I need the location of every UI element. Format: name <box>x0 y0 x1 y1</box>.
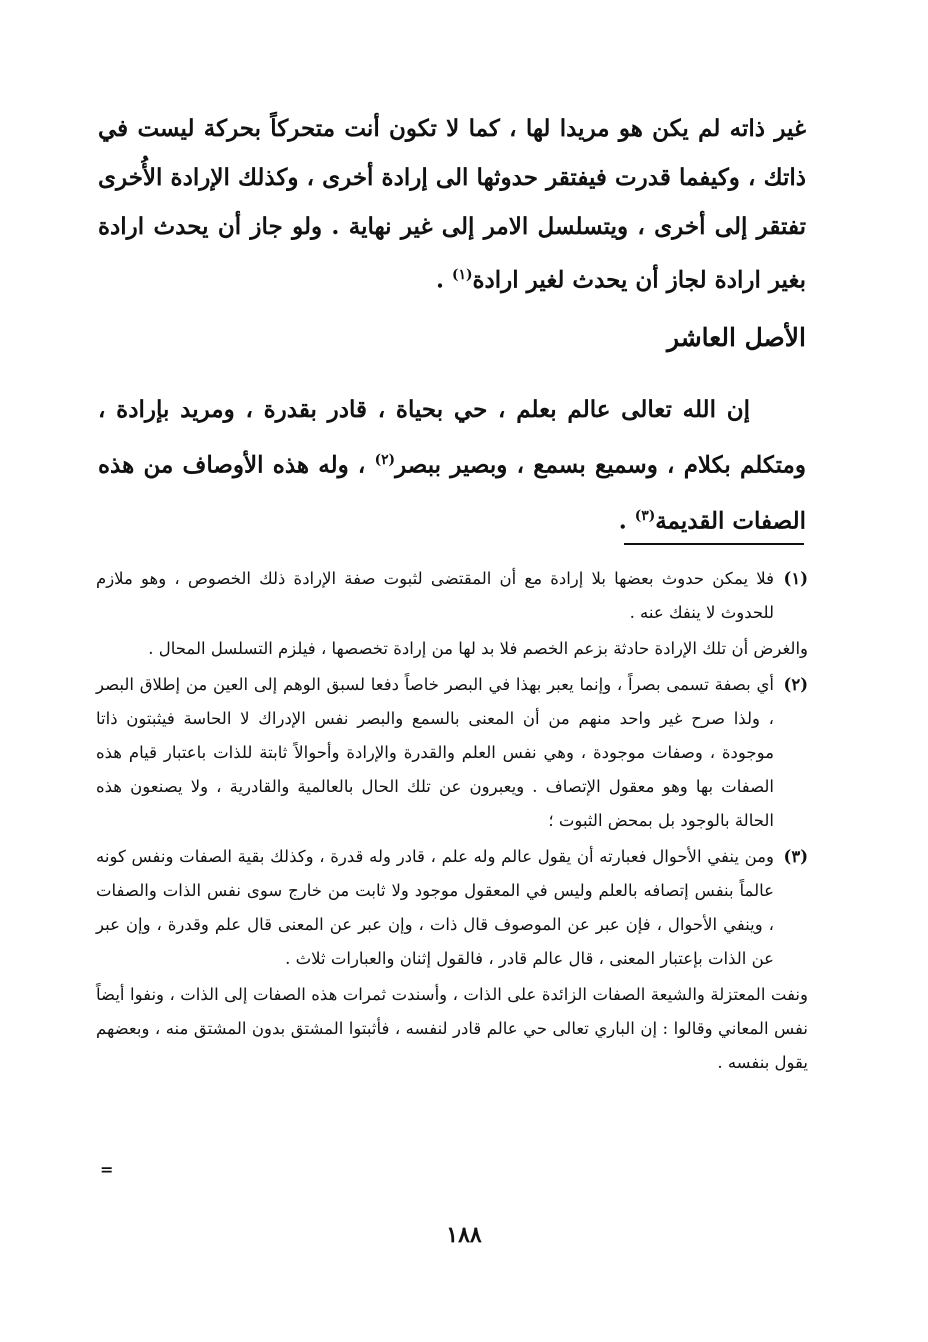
continuation-mark: = <box>100 1160 114 1179</box>
footnote-ref-2: (٢) <box>374 452 396 468</box>
footnote-text: فلا يمكن حدوث بعضها بلا إرادة مع أن المقتضى لثبوت صفة الإرادة ذلك الخصوص ، وهو ملازم للحدوث لا ينفك عنه . <box>96 569 774 622</box>
section-paragraph-text-a: إن الله تعالى عالم بعلم ، حي بحياة ، قادر بقدرة ، ومريد بإرادة ، ومتكلم بكلام ، وسميع بسمع ، وبصير ببصر <box>98 396 806 479</box>
body-paragraph-text: غير ذاته لم يكن هو مريدا لها ، كما لا تكون أنت متحركاً بحركة ليست في ذاتك ، وكيفما قدرت فيفتقر حدوثها الى إرادة أخرى ، وكذلك الإرادة الأُخرى تفتقر إلى أخرى ، ويتسلسل الامر إلى غير نهاية . ولو جاز أن يحدث ارادة بغير ارادة لجاز أن يحدث لغير ارادة <box>98 115 806 294</box>
footnote-ref-3: (٣) <box>634 507 656 524</box>
section-paragraph-text-b: ، وله هذه الأوصاف من هذه الصفات القديمة <box>98 451 806 535</box>
footnote-separator <box>624 543 804 545</box>
section-heading: الأصل العاشر <box>666 323 806 352</box>
footnote-1-continuation: والغرض أن تلك الإرادة حادثة بزعم الخصم فلا بد لها من إرادة تخصصها ، فيلزم التسلسل المحال . <box>148 639 808 658</box>
section-body <box>98 385 806 546</box>
footnotes <box>96 562 808 1080</box>
footnote-ref-1: (١) <box>452 267 473 283</box>
footnote-text: أي بصفة تسمى بصراً ، وإنما يعبر بهذا في البصر خاصاً دفعا لسبق الوهم إلى العين من إطلاق البصر ، ولذا صرح غير واحد منهم من أن المعنى بالسمع والبصر نفس الإدراك لا الحاسة فيثبتون ذاتا موجودة ، وصفات موجودة ، وهي نفس العلم والقدرة والإرادة وأحوالاً ثابتة للذات باعتبار قيام هذه الصفات بها وهو معقول الإتصاف . ويعبرون عن تلك الحال بالعالمية والقادرية ، ولا يصنعون هذه الحالة بالوجود بل بمحض الثبوت ؛ <box>96 675 774 830</box>
footnote-1 <box>96 562 808 630</box>
footnote-number: (٢) <box>783 675 808 694</box>
page-number: ١٨٨ <box>446 1222 482 1248</box>
footnote-3 <box>96 840 808 976</box>
footnote-number: (١) <box>783 569 808 588</box>
footnote-number: (٣) <box>783 847 808 866</box>
body-text <box>98 104 806 305</box>
body-paragraph <box>98 104 806 305</box>
sentence-end: . <box>436 266 453 294</box>
footnote-2 <box>96 668 808 838</box>
section-paragraph <box>98 385 806 546</box>
footnote-text: ومن ينفي الأحوال فعبارته أن يقول عالم وله علم ، قادر وله قدرة ، وكذلك بقية الصفات ونفس كونه عالماً بنفس إتصافه بالعلم وليس في المعقول موجود ولا ثابت من خارج سوى نفس الذات والصفات ، وينفي الأحوال ، فإن عبر عن الموصوف قال ذات ، وإن عبر عن المعنى قال علم وقدرة ، وإن عبر عن الذات بإعتبار المعنى ، قال عالم قادر ، فالقول إثنان والعبارات ثلاث . <box>96 847 774 968</box>
footnote-3-continuation: ونفت المعتزلة والشيعة الصفات الزائدة على الذات ، وأسندت ثمرات هذه الصفات إلى الذات ، ونفوا أيضاً نفس المعاني وقالوا : إن الباري تعالى حي عالم قادر لنفسه ، فأثبتوا المشتق بدون المشتق منه ، وبعضهم يقول بنفسه . <box>96 985 808 1072</box>
sentence-end: . <box>618 507 635 535</box>
